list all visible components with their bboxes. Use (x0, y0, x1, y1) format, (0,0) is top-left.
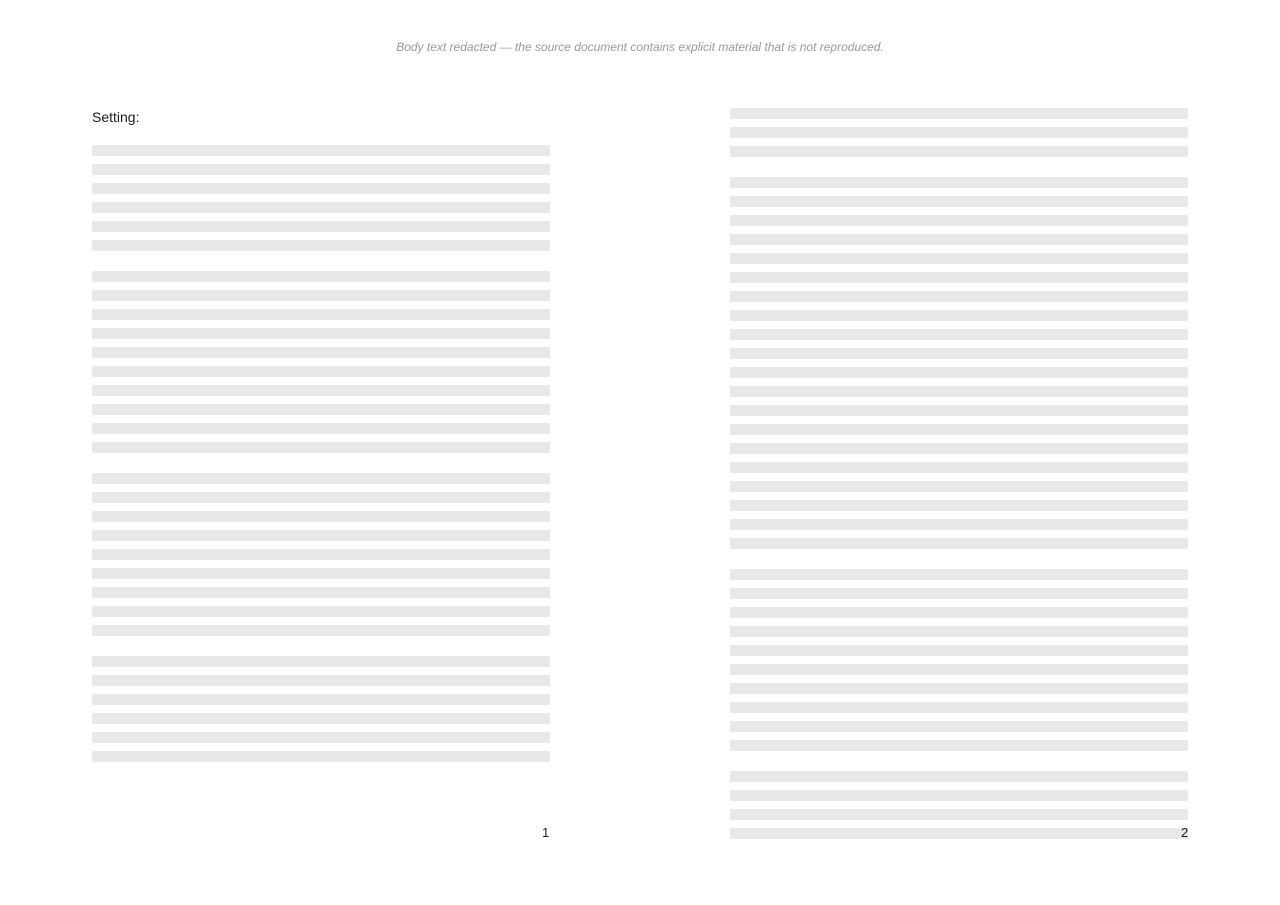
page-1-paragraphs (92, 145, 550, 762)
redacted-paragraph (92, 145, 550, 251)
section-heading: Setting: (92, 109, 140, 125)
redacted-paragraph (730, 177, 1188, 549)
redacted-paragraph (730, 108, 1188, 157)
redacted-paragraph (730, 569, 1188, 751)
redacted-paragraph (730, 771, 1188, 839)
redacted-paragraph (92, 271, 550, 453)
redacted-paragraph (92, 473, 550, 636)
page-number-1: 1 (542, 825, 550, 840)
redacted-paragraph (92, 656, 550, 762)
page-1 (92, 108, 550, 762)
redaction-note: Body text redacted — the source document contains explicit material that is not reproduced. (396, 40, 884, 54)
page-2 (730, 108, 1188, 839)
page-number-2: 2 (1181, 825, 1189, 840)
page-2-paragraphs (730, 108, 1188, 839)
